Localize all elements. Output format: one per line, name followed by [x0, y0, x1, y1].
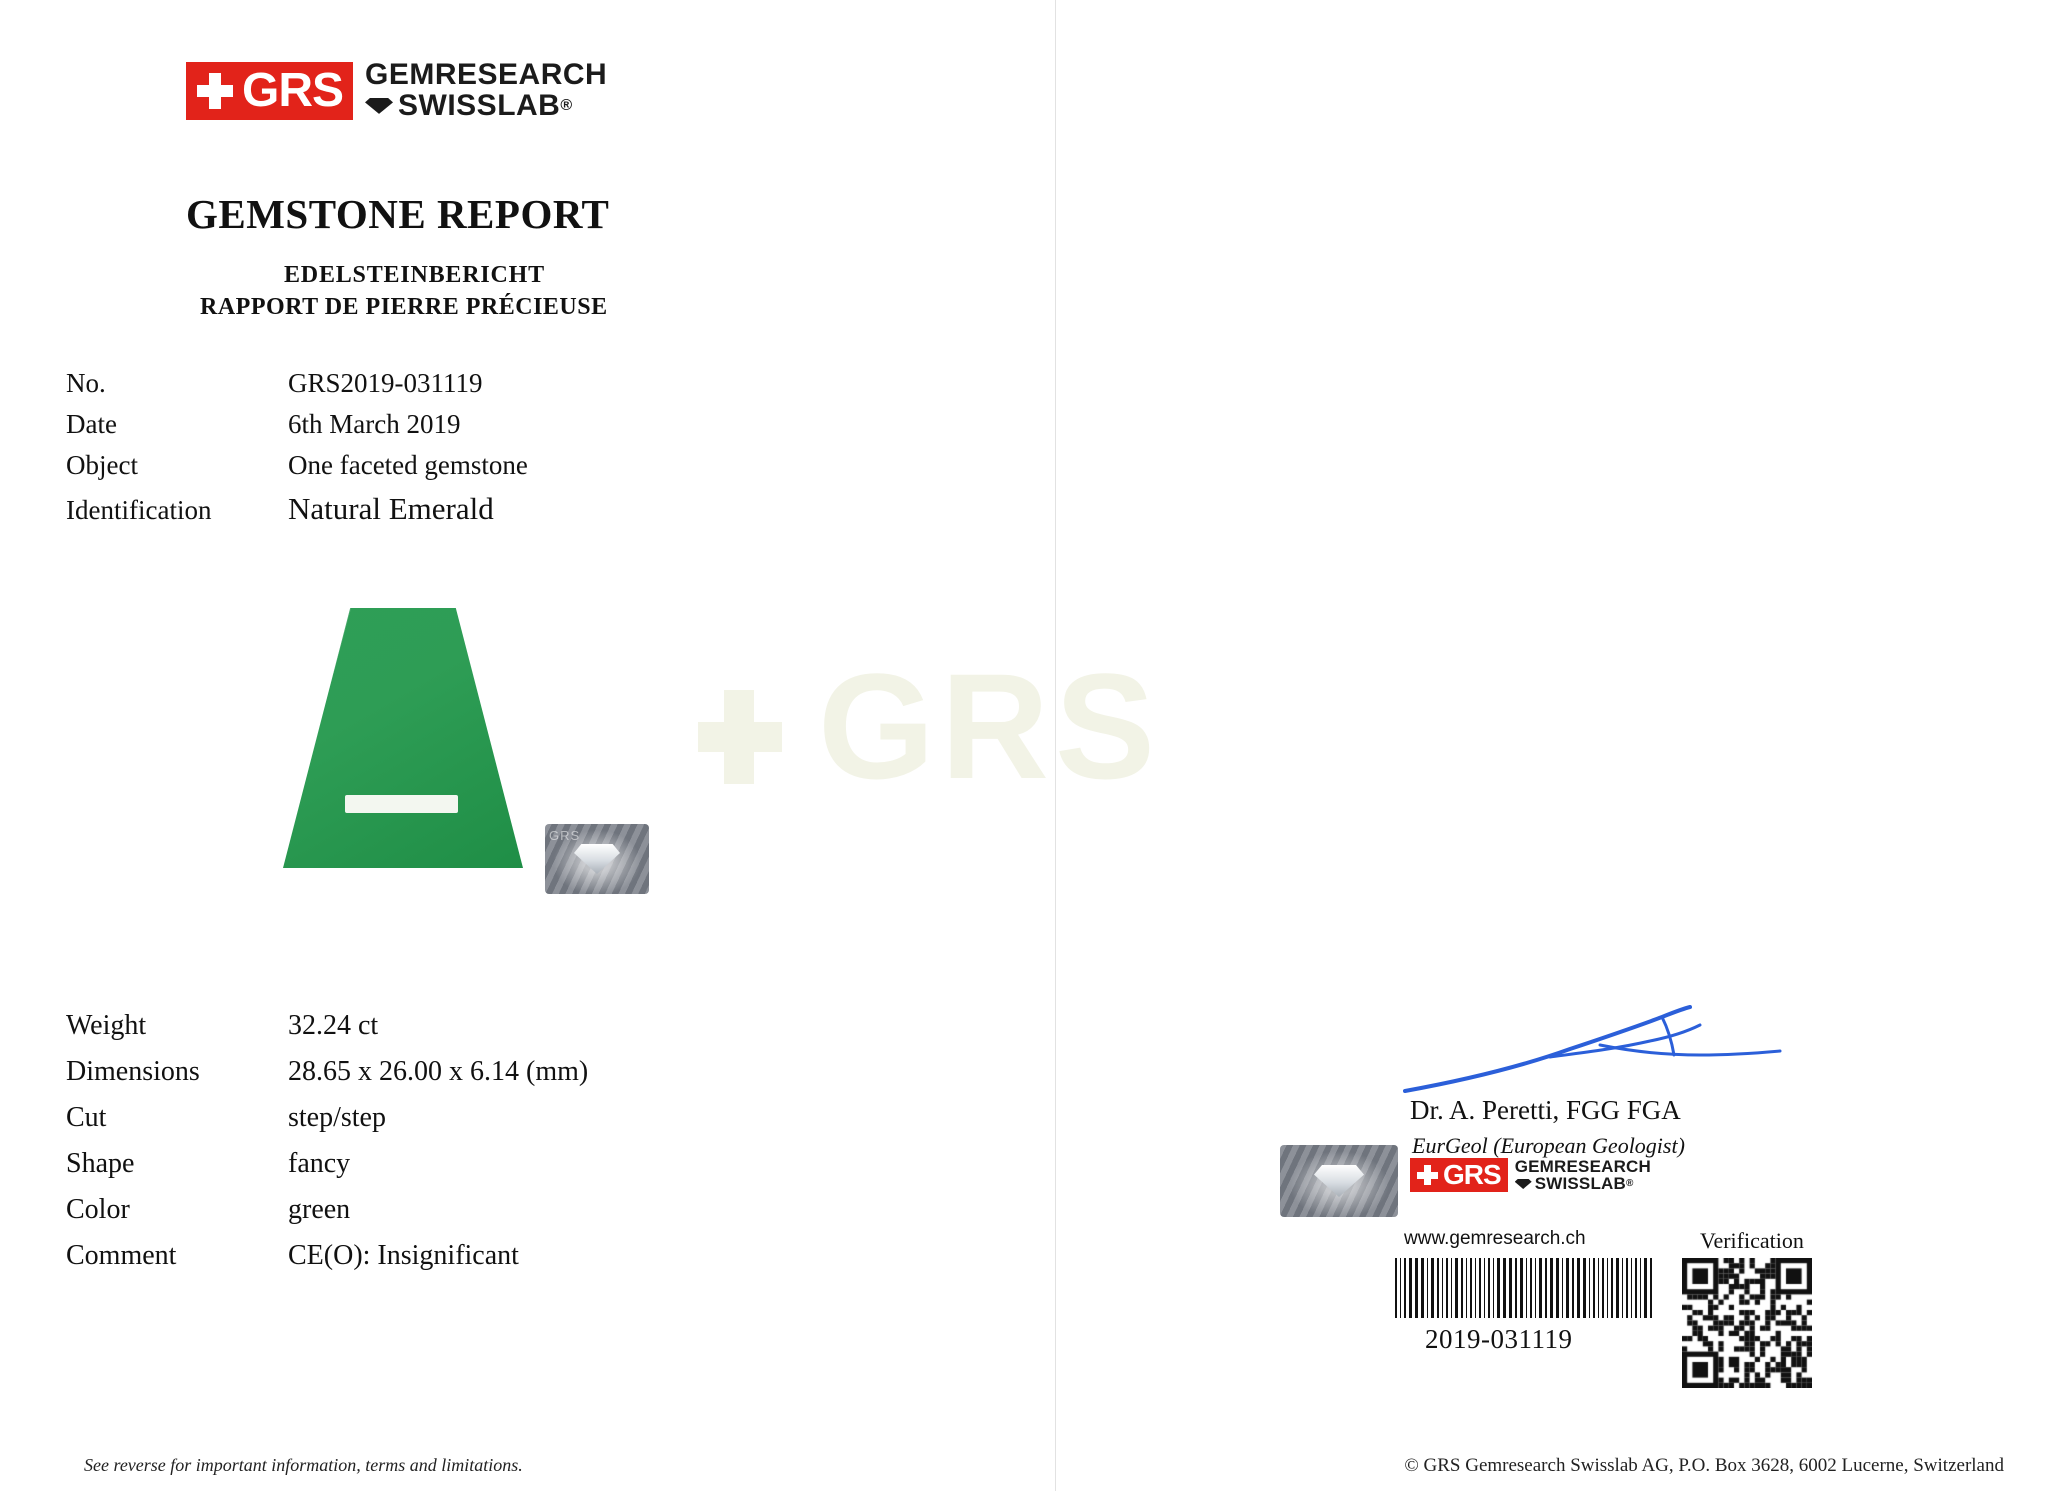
verification-qr-code[interactable] [1682, 1258, 1812, 1388]
logo-line-gemresearch: GEMRESEARCH [365, 58, 608, 91]
field-value-object: One faceted gemstone [288, 450, 528, 480]
hologram-label: GRS [549, 828, 581, 843]
barcode-bar [1535, 1258, 1537, 1318]
barcode-bar [1470, 1258, 1472, 1318]
field-row [66, 1194, 966, 1226]
field-label-date: Date [66, 409, 117, 439]
barcode-bar [1437, 1258, 1439, 1318]
hologram-diamond-icon [1314, 1165, 1364, 1197]
logo-line-swisslab [1515, 1175, 1651, 1192]
field-label-weight: Weight [66, 1010, 147, 1041]
barcode-bar [1640, 1258, 1642, 1318]
footer-disclaimer: See reverse for important information, terms and limitations. [84, 1455, 523, 1475]
barcode-bar [1427, 1258, 1429, 1318]
logo-line-swisslab [365, 88, 607, 122]
hologram-seal-footer [1280, 1145, 1398, 1217]
report-identification-fields [66, 368, 966, 537]
barcode-bar [1415, 1258, 1418, 1318]
field-row [66, 1102, 966, 1134]
field-label-color: Color [66, 1194, 130, 1225]
field-label-comment: Comment [66, 1240, 177, 1271]
swiss-cross-icon [194, 70, 236, 112]
field-value-cut: step/step [288, 1102, 386, 1133]
barcode-bar [1442, 1258, 1444, 1318]
logo-red-block [186, 62, 353, 120]
barcode-bar [1503, 1258, 1506, 1318]
signatory-name: Dr. A. Peretti, FGG FGA [1410, 1095, 1681, 1125]
barcode-bar [1475, 1258, 1477, 1318]
hologram-diamond-icon [574, 844, 620, 874]
field-row [66, 368, 966, 399]
barcode-bar [1562, 1258, 1564, 1318]
field-value-comment: CE(O): Insignificant [288, 1240, 519, 1271]
field-label-no: No. [66, 368, 106, 398]
logo-swisslab-text: SWISSLAB [398, 88, 561, 122]
barcode-bar [1577, 1258, 1580, 1318]
field-row [66, 491, 966, 527]
logo-brand-text: GRS [242, 63, 344, 117]
field-label-shape: Shape [66, 1148, 135, 1179]
barcode-bar [1461, 1258, 1463, 1318]
watermark-cross-icon [690, 682, 800, 792]
barcode-bar [1526, 1258, 1528, 1318]
page-title-german: EDELSTEINBERICHT [284, 262, 545, 288]
barcode-bar [1488, 1258, 1490, 1318]
watermark-text: GRS [818, 642, 1162, 810]
barcode-bar [1509, 1258, 1512, 1318]
field-label-dimensions: Dimensions [66, 1056, 200, 1087]
field-label-object: Object [66, 450, 138, 480]
gemstone-facet-overlay [283, 608, 523, 868]
gemstone-photo [283, 588, 703, 968]
field-row [66, 409, 966, 440]
barcode-bar [1431, 1258, 1434, 1318]
logo-wordmark [365, 60, 607, 121]
barcode-bar [1493, 1258, 1495, 1318]
barcode-bar [1539, 1258, 1542, 1318]
logo-line-gemresearch: GEMRESEARCH [1514, 1157, 1652, 1176]
barcode-bar [1622, 1258, 1624, 1318]
grs-logo-footer [1410, 1158, 1651, 1193]
barcode-bar [1566, 1258, 1569, 1318]
field-value-weight: 32.24 ct [288, 1010, 379, 1041]
logo-swisslab-text: SWISSLAB [1534, 1174, 1627, 1194]
diamond-icon [1515, 1179, 1532, 1189]
field-value-date: 6th March 2019 [288, 409, 461, 439]
field-row [66, 1056, 966, 1088]
registered-mark: ® [560, 96, 573, 114]
logo-red-block [1410, 1158, 1508, 1192]
logo-brand-text: GRS [1443, 1159, 1501, 1191]
qr-canvas [1682, 1258, 1812, 1388]
hologram-seal [545, 824, 649, 894]
field-row [66, 1240, 966, 1272]
barcode-bar [1395, 1258, 1397, 1318]
barcode-bar [1545, 1258, 1547, 1318]
field-row [66, 1010, 966, 1042]
barcode-bar [1607, 1258, 1609, 1318]
barcode-bar [1400, 1258, 1402, 1318]
barcode-bar [1556, 1258, 1559, 1318]
barcode [1395, 1258, 1655, 1318]
barcode-bar [1602, 1258, 1604, 1318]
barcode-bar [1404, 1258, 1406, 1318]
barcode-bar [1409, 1258, 1412, 1318]
barcode-bar [1626, 1258, 1628, 1318]
field-value-no: GRS2019-031119 [288, 368, 483, 398]
field-label-identification: Identification [66, 495, 212, 525]
barcode-bar [1644, 1258, 1647, 1318]
signature-mark [1400, 995, 1820, 1105]
field-value-color: green [288, 1194, 351, 1225]
registered-mark: ® [1626, 1177, 1634, 1189]
grs-watermark [690, 640, 1161, 813]
barcode-bar [1550, 1258, 1553, 1318]
signatory-title: EurGeol (European Geologist) [1412, 1133, 1685, 1158]
gem-properties-fields [66, 1010, 966, 1286]
barcode-bar [1583, 1258, 1586, 1318]
swiss-cross-icon [1415, 1163, 1439, 1187]
barcode-bar [1611, 1258, 1613, 1318]
barcode-bar [1650, 1258, 1652, 1318]
barcode-bar [1631, 1258, 1633, 1318]
grs-logo [186, 60, 607, 121]
page-title-french: RAPPORT DE PIERRE PRÉCIEUSE [200, 294, 608, 320]
barcode-number: 2019-031119 [1425, 1324, 1573, 1354]
page-title: GEMSTONE REPORT [186, 191, 610, 237]
barcode-bar [1484, 1258, 1486, 1318]
barcode-bar [1572, 1258, 1574, 1318]
field-value-dimensions: 28.65 x 26.00 x 6.14 (mm) [288, 1056, 589, 1087]
field-value-shape: fancy [288, 1148, 351, 1179]
field-label-cut: Cut [66, 1102, 107, 1133]
barcode-bar [1520, 1258, 1523, 1318]
barcode-bar [1479, 1258, 1481, 1318]
logo-wordmark [1515, 1158, 1651, 1193]
barcode-bar [1589, 1258, 1591, 1318]
field-row [66, 1148, 966, 1180]
footer-copyright: © GRS Gemresearch Swisslab AG, P.O. Box 3628, 6002 Lucerne, Switzerland [1404, 1455, 2004, 1476]
barcode-bar [1446, 1258, 1448, 1318]
barcode-bar [1451, 1258, 1453, 1318]
field-row [66, 450, 966, 481]
barcode-bar [1616, 1258, 1619, 1318]
barcode-bar [1497, 1258, 1500, 1318]
barcode-bar [1593, 1258, 1595, 1318]
verification-label: Verification [1700, 1228, 1804, 1253]
field-value-identification: Natural Emerald [288, 491, 494, 526]
barcode-bar [1421, 1258, 1424, 1318]
barcode-bar [1515, 1258, 1517, 1318]
barcode-bar [1530, 1258, 1532, 1318]
barcode-bar [1466, 1258, 1468, 1318]
diamond-icon [365, 98, 393, 114]
website-url[interactable]: www.gemresearch.ch [1404, 1228, 1586, 1249]
barcode-bar [1635, 1258, 1637, 1318]
barcode-bar [1455, 1258, 1458, 1318]
barcode-bar [1598, 1258, 1600, 1318]
